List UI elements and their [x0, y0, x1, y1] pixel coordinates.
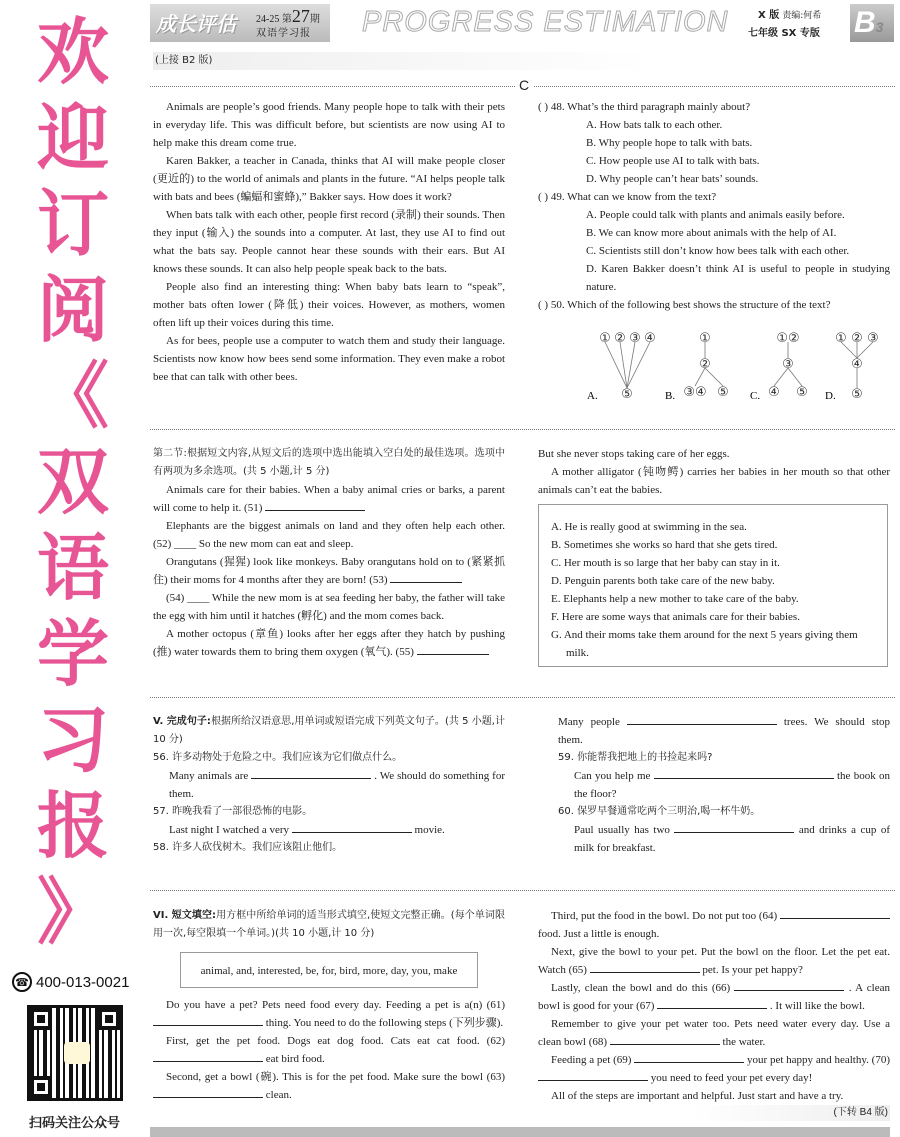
passage-paragraph: Third, put the food in the bowl. Do not put too (64) food. Just a little is enough. — [538, 907, 890, 943]
answer-option: D. Karen Bakker doesn’t think AI is useful to people in studying nature. — [586, 263, 890, 293]
passage-paragraph: All of the steps are important and helpful. Just start and have a try. — [551, 1090, 844, 1102]
grade-edition: 七年级 SX 专版 — [748, 28, 820, 39]
sidebar-char: 语 — [36, 526, 109, 610]
answer-blank[interactable] — [417, 643, 489, 655]
passage-paragraph: Karen Bakker, a teacher in Canada, thinks that AI will make people closer (更近的) to the world of animals and plants in the future. “AI helps people talk with bats and bees (蝙蝠和蜜蜂),” Bakker says. How does it work? — [153, 155, 505, 203]
part6-left — [153, 996, 505, 1104]
diagram-edge — [627, 342, 635, 388]
sidebar-char: 报 — [36, 784, 109, 868]
passage-paragraph — [153, 625, 505, 661]
answer-option: B. We can know more about animals with the help of AI. — [586, 227, 837, 239]
chinese-prompt: 58. 许多人砍伐树木。我们应该阻止他们。 — [153, 842, 343, 853]
part6-right — [538, 907, 890, 1105]
paragraph-text: Animals care for their babies. When a baby animal cries or barks, a parent will come to help it. (51) — [153, 484, 505, 514]
issue-number: 24-25 第27期 — [256, 6, 320, 26]
question-stem: ( ) 50. Which of the following best shows the structure of the text? — [538, 299, 831, 311]
answer-blank[interactable] — [153, 1086, 263, 1098]
english-sentence: Can you help me the book on the floor? — [558, 767, 890, 803]
answer-blank[interactable] — [265, 499, 365, 511]
choice-option: D. Penguin parents both take care of the new baby. — [551, 575, 775, 587]
diagram-node: ⑤ — [621, 387, 633, 402]
answer-option: A. How bats talk to each other. — [586, 119, 723, 131]
continued-from: (上接 B2 版) — [153, 52, 653, 70]
part2-right — [538, 445, 890, 499]
diagram-node: ③④ — [683, 385, 707, 400]
answer-blank[interactable] — [657, 997, 767, 1009]
sidebar-char: 习 — [36, 698, 109, 782]
choice-option: C. Her mouth is so large that her baby can stay in it. — [551, 557, 780, 569]
paper-name: 双语学习报 — [256, 28, 311, 39]
divider — [150, 890, 895, 891]
hotline — [12, 972, 129, 992]
diagram-node: ④ — [644, 331, 656, 346]
diagram-node: ② — [614, 331, 626, 346]
page-badge: B3 — [850, 4, 894, 42]
answer-blank[interactable] — [654, 767, 834, 779]
diagram-node: ①② — [776, 331, 800, 346]
answer-blank[interactable] — [390, 571, 462, 583]
divider — [150, 697, 895, 698]
answer-blank[interactable] — [251, 767, 371, 779]
passage-paragraph: First, get the pet food. Dogs eat dog food. Cats eat cat food. (62) eat bird food. — [153, 1032, 505, 1068]
passage-paragraph: Do you have a pet? Pets need food every day. Feeding a pet is a(n) (61) thing. You need to do the following steps (下列步骤). — [153, 996, 505, 1032]
diagram-edge — [627, 342, 650, 388]
sidebar-char: 双 — [36, 440, 109, 524]
chinese-prompt: 59. 你能帮我把地上的书捡起来吗? — [558, 752, 713, 763]
subscription-sidebar — [0, 0, 145, 1137]
passage-paragraph: Lastly, clean the bowl and do this (66) . A clean bowl is good for your (67) . It will like the bowl. — [538, 979, 890, 1015]
paragraph-text: A mother octopus (章鱼) looks after her eggs after they hatch by pushing (推) water towards them to bring them oxygen (氧气). (55) — [153, 628, 505, 658]
answer-option: B. Why people hope to talk with bats. — [586, 137, 753, 149]
word-bank: animal, and, interested, be, for, bird, more, day, you, make — [180, 952, 478, 988]
passage-paragraph: People also find an interesting thing: When baby bats learn to “speak”, mother bats often lower (降低) their voices. However, as mothers, women often lift up their voices during this time. — [153, 281, 505, 329]
phone-icon: ☎ — [12, 972, 32, 992]
answer-blank[interactable] — [780, 907, 890, 919]
answer-option: A. People could talk with plants and animals easily before. — [586, 209, 845, 221]
part2-left — [153, 445, 505, 661]
passage-c — [153, 98, 505, 386]
diagram-option-label[interactable]: C. — [750, 390, 761, 402]
section-c-label: C — [515, 77, 533, 93]
diagram-option-label[interactable]: D. — [825, 390, 836, 402]
choice-option: B. Sometimes she works so hard that she gets tired. — [551, 539, 778, 551]
question-stem: ( ) 48. What’s the third paragraph mainly about? — [538, 101, 751, 113]
passage-paragraph — [153, 517, 505, 553]
passage-paragraph: Feeding a pet (69) your pet happy and healthy. (70) you need to feed your pet every day! — [538, 1051, 890, 1087]
continued-to: (下转 B4 版) — [690, 1105, 890, 1121]
bottom-bar — [150, 1127, 890, 1137]
sidebar-char: 订 — [36, 182, 109, 266]
part5-right — [558, 713, 890, 857]
sidebar-char: 》 — [36, 870, 109, 954]
qr-caption: 扫码关注公众号 — [28, 1116, 120, 1131]
qr-code[interactable] — [27, 1005, 123, 1101]
answer-blank[interactable] — [538, 1069, 648, 1081]
diagram-node: ⑤ — [717, 385, 729, 400]
answer-blank[interactable] — [590, 961, 700, 973]
answer-blank[interactable] — [153, 1050, 263, 1062]
passage-paragraph: Next, give the bowl to your pet. Put the bowl on the floor. Let the pet eat. Watch (65) pet. Is your pet happy? — [538, 946, 890, 976]
phone-number: 400-013-0021 — [36, 973, 130, 991]
choice-option: E. Elephants help a new mother to take care of the baby. — [551, 593, 799, 605]
passage-paragraph: Second, get a bowl (碗). This is for the pet food. Make sure the bowl (63) clean. — [153, 1068, 505, 1104]
passage-paragraph: As for bees, people use a computer to watch them and study their language. Scientists now know how bees send some information. They even make a robot bee that can talk with other bees. — [153, 335, 505, 383]
section-instruction: 第二节:根据短文内容,从短文后的选项中选出能填入空白处的最佳选项。选项中有两项为多余选项。(共 5 小题,计 5 分) — [153, 448, 505, 477]
answer-blank[interactable] — [627, 713, 777, 725]
english-sentence: Many animals are . We should do something for them. — [153, 767, 505, 803]
passage-paragraph: But she never stops taking care of her eggs. — [538, 448, 730, 460]
page-header — [150, 0, 900, 44]
reading-questions — [538, 98, 890, 314]
chinese-prompt: 57. 昨晚我看了一部很恐怖的电影。 — [153, 806, 313, 817]
answer-blank[interactable] — [610, 1033, 720, 1045]
passage-paragraph: A mother alligator (钝吻鳄) carries her babies in her mouth so that other animals can’t eat the babies. — [538, 466, 890, 496]
passage-paragraph: When bats talk with each other, people first record (录制) their sounds. Then they input (输入) the sounds into a computer. At last, they use AI to find out what the bats say. People cannot hear these sounds with their ears. But AI knows these sounds. It can also help people speak back to the bats. — [153, 209, 505, 275]
passage-paragraph — [153, 481, 505, 517]
qr-logo-icon — [64, 1042, 90, 1064]
diagram-option-label[interactable]: A. — [587, 390, 598, 402]
answer-blank[interactable] — [153, 1014, 263, 1026]
choice-option: G. And their moms take them around for the next 5 years giving them milk. — [551, 629, 858, 659]
sidebar-char: 学 — [36, 612, 109, 696]
diagram-node: ① — [835, 331, 847, 346]
structure-diagrams — [575, 325, 895, 410]
passage-paragraph — [153, 553, 505, 589]
english-sentence: Many people trees. We should stop them. — [558, 713, 890, 749]
diagram-node: ④ — [768, 385, 780, 400]
banner-title: PROGRESS ESTIMATION — [362, 6, 729, 38]
answer-blank[interactable] — [734, 979, 844, 991]
choice-option: F. Here are some ways that animals care for their babies. — [551, 611, 800, 623]
diagram-node: ① — [599, 331, 611, 346]
question-stem: ( ) 49. What can we know from the text? — [538, 191, 717, 203]
diagram-node: ② — [851, 331, 863, 346]
divider — [150, 429, 895, 430]
answer-option: C. How people use AI to talk with bats. — [586, 155, 760, 167]
answer-blank[interactable] — [292, 821, 412, 833]
passage-paragraph — [153, 589, 505, 625]
diagram-node: ① — [699, 331, 711, 346]
answer-blank[interactable] — [634, 1051, 744, 1063]
sidebar-char: 《 — [36, 354, 109, 438]
chinese-prompt: 56. 许多动物处于危险之中。我们应该为它们做点什么。 — [153, 752, 403, 763]
paragraph-text: (54) ____ While the new mom is at sea feeding her baby, the father will take the egg with him until it hatches (孵化) and the mom comes back. — [153, 592, 505, 622]
sidebar-char: 阅 — [36, 268, 109, 352]
diagram-node: ⑤ — [796, 385, 808, 400]
section-heading: V. 完成句子:根据所给汉语意思,用单词或短语完成下列英文句子。(共 5 小题,计 10 分) — [153, 716, 505, 745]
answer-option: D. Why people can’t hear bats’ sounds. — [586, 173, 759, 185]
brand-logo: 成长评估 — [156, 12, 236, 36]
paragraph-text: Orangutans (猩猩) look like monkeys. Baby orangutans hold on to (紧紧抓住) their moms for 4 months after they are born! (53) — [153, 556, 505, 586]
diagram-node: ④ — [851, 357, 863, 372]
passage-paragraph: Remember to give your pet water too. Pets need water every day. Use a clean bowl (68) the water. — [538, 1018, 890, 1048]
choice-option: A. He is really good at swimming in the sea. — [551, 521, 747, 533]
paragraph-text: Elephants are the biggest animals on land and they often help each other. (52) ____ So the new mom can eat and sleep. — [153, 520, 505, 550]
sidebar-char: 欢 — [36, 10, 109, 94]
diagram-node: ② — [699, 357, 711, 372]
edition: X 版 责编:何希 — [758, 10, 822, 21]
sidebar-char: 迎 — [36, 96, 109, 180]
answer-blank[interactable] — [674, 821, 794, 833]
part5-left — [153, 713, 505, 857]
diagram-node: ⑤ — [851, 387, 863, 402]
english-sentence: Last night I watched a very movie. — [153, 821, 505, 839]
diagram-option-label[interactable]: B. — [665, 390, 676, 402]
diagram-node: ③ — [629, 331, 641, 346]
diagram-node: ③ — [782, 357, 794, 372]
chinese-prompt: 60. 保罗早餐通常吃两个三明治,喝一杯牛奶。 — [558, 806, 761, 817]
english-sentence: Paul usually has two and drinks a cup of milk for breakfast. — [558, 821, 890, 857]
passage-paragraph: Animals are people’s good friends. Many people hope to talk with their pets in everyday life. This was difficult before, but scientists are now using AI to help make this dream come true. — [153, 101, 505, 149]
part6-instruction: VI. 短文填空:用方框中所给单词的适当形式填空,使短文完整正确。(每个单词限用一次,每空限填一个单词。)(共 10 小题,计 10 分) — [153, 910, 505, 939]
options-box — [538, 504, 888, 667]
diagram-node: ③ — [867, 331, 879, 346]
answer-option: C. Scientists still don’t know how bees talk with each other. — [586, 245, 850, 257]
